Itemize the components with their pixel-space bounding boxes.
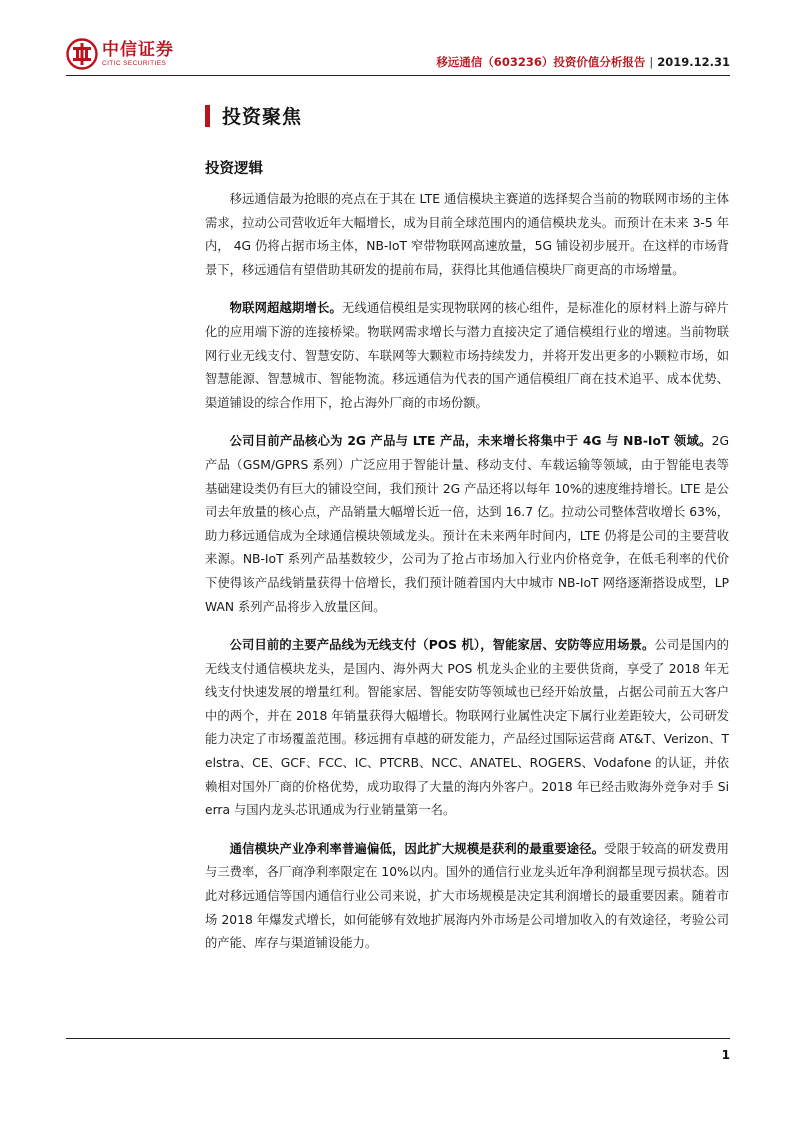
paragraph-3 xyxy=(205,430,729,619)
citic-emblem-icon xyxy=(66,38,98,70)
paragraph-text: 公司是国内的无线支付通信模块龙头，是国内、海外两大 POS 机龙头企业的主要供货商，享受了 2018 年无线支付快速发展的增量红利。智能家居、智能安防等领域也已经开始放量，占据公司前五大客户中的两个，并在 2018 年销量获得大幅增长。物联网行业属性决定下属行业差距较大，公司研发能力决定了市场覆盖范围。移远拥有卓越的研发能力，产品经过国际运营商 AT&T、Verizon、Telstra、CE、GCF、FCC、IC、PTCRB、NCC、ANATEL、ROGERS、Vodafone 的认证，并依赖相对国外厂商的价格优势，成功取得了大量的海内外客户。2018 年已经击败海外竞争对手 Sierra 与国内龙头芯讯通成为行业销量第一名。 xyxy=(205,638,729,818)
paragraph-lead: 公司目前的主要产品线为无线支付（POS 机），智能家居、安防等应用场景。 xyxy=(229,638,655,653)
paragraph-text: 受限于较高的研发费用与三费率，各厂商净利率限定在 10%以内。国外的通信行业龙头近年净利润都呈现亏损状态。因此对移远通信等国内通信行业公司来说，扩大市场规模是决定其利润增长的最重要因素。随着市场 2018 年爆发式增长，如何能够有效地扩展海内外市场是公司增加收入的有效途径，考验公司的产能、库存与渠道铺设能力。 xyxy=(205,841,729,951)
paragraph-4 xyxy=(205,634,729,823)
paragraph-5 xyxy=(205,838,729,956)
footer-divider xyxy=(66,1038,730,1039)
section-heading xyxy=(205,102,302,129)
paragraph-lead: 物联网超越期增长。 xyxy=(229,301,342,316)
paragraph-1 xyxy=(205,188,729,282)
section-title: 投资聚焦 xyxy=(222,106,303,128)
section-subtitle: 投资逻辑 xyxy=(205,161,263,177)
section-title-marker xyxy=(205,105,210,127)
page-number: 1 xyxy=(721,1048,730,1062)
logo-english-name: CITIC SECURITIES xyxy=(102,59,167,67)
report-body xyxy=(205,188,729,971)
paragraph-2 xyxy=(205,297,729,415)
report-info xyxy=(436,54,730,70)
header-separator: | xyxy=(649,55,654,69)
logo-chinese-name: 中信证券 xyxy=(102,39,174,60)
citic-logo xyxy=(66,38,174,70)
page-header xyxy=(66,36,730,76)
paragraph-text: 2G 产品（GSM/GPRS 系列）广泛应用于智能计量、移动支付、车载运输等领域，由于智能电表等基础建设类仍有巨大的铺设空间，我们预计 2G 产品还将以每年 10%的速度维持增长。LTE 是公司去年放量的核心点，产品销量大幅增长近一倍，达到 16.7 亿。拉动公司整体营收增长 63%，助力移远通信成为全球通信模块领域龙头。预计在未来两年时间内，LTE 仍将是公司的主要营收来源。NB-IoT 系列产品基数较少，公司为了抢占市场加入行业内价格竞争，在低毛利率的代价下使得该产品线销量获得十倍增长，我们预计随着国内大中城市 NB-IoT 网络逐渐搭设成型，LPWAN 系列产品将步入放量区间。 xyxy=(205,434,729,614)
report-date: 2019.12.31 xyxy=(657,55,730,69)
paragraph-text: 移远通信最为抢眼的亮点在于其在 LTE 通信模块主赛道的选择契合当前的物联网市场的主体需求，拉动公司营收近年大幅增长，成为目前全球范围内的通信模块龙头。而预计在未来 3-5 年内， 4G 仍将占据市场主体，NB-IoT 窄带物联网高速放量，5G 铺设初步展开。在这样的市场背景下，移远通信有望借助其研发的提前布局，获得比其他通信模块厂商更高的市场增量。 xyxy=(205,192,729,277)
header-divider xyxy=(66,75,730,76)
report-title: 移远通信（603236）投资价值分析报告 xyxy=(436,55,646,69)
paragraph-lead: 公司目前产品核心为 2G 产品与 LTE 产品，未来增长将集中于 4G 与 NB-IoT 领域。 xyxy=(229,434,712,449)
paragraph-text: 无线通信模组是实现物联网的核心组件，是标准化的原材料上游与碎片化的应用端下游的连接桥梁。物联网需求增长与潜力直接决定了通信模组行业的增速。当前物联网行业无线支付、智慧安防、车联网等大颗粒市场持续发力，并将开发出更多的小颗粒市场，如智慧能源、智慧城市、智能物流。移远通信为代表的国产通信模组厂商在技术追平、成本优势、渠道铺设的综合作用下，抢占海外厂商的市场份额。 xyxy=(205,301,729,410)
paragraph-lead: 通信模块产业净利率普遍偏低，因此扩大规模是获利的最重要途径。 xyxy=(229,841,605,856)
